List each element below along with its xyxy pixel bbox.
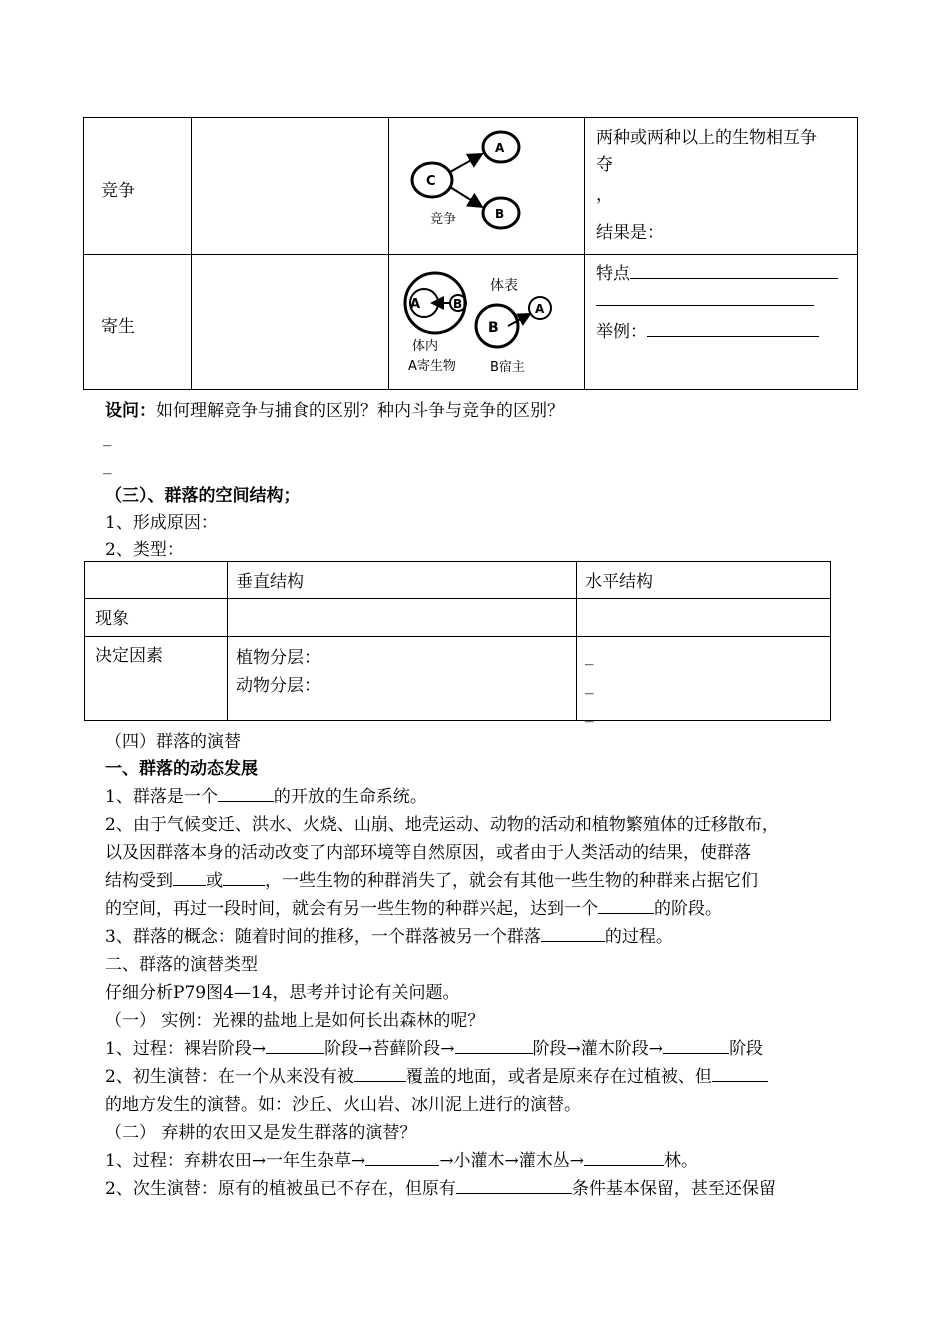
- text: 的空间，再过一段时间，就会有另一些生物的种群兴起，达到一个: [105, 899, 598, 919]
- node-c-label: C: [426, 174, 436, 189]
- para-3: [105, 922, 673, 947]
- secondary-succession: [105, 1174, 776, 1199]
- primary-succession-line1: [105, 1062, 768, 1087]
- text: ，一些生物的种群消失了，就会有其他一些生物的种群来占据它们: [265, 871, 758, 891]
- header-horizontal: 水平结构: [585, 572, 653, 592]
- node-b-label: B: [495, 207, 505, 221]
- animal-layer-label: 动物分层：: [236, 676, 321, 696]
- question: [105, 396, 564, 421]
- label-body-inside: 体内: [412, 339, 439, 354]
- feature-blank[interactable]: [630, 262, 838, 279]
- para-2-line2: 以及因群落本身的活动改变了内部环境等自然原因，或者由于人类活动的结果，使群落: [105, 843, 751, 863]
- label-body-surface: 体表: [490, 278, 518, 294]
- table-divider: [85, 598, 830, 599]
- blank[interactable]: [218, 785, 274, 802]
- text: 阶段: [729, 1039, 764, 1059]
- competition-desc-line3: ，: [596, 185, 613, 205]
- para-2-line3: [105, 866, 758, 891]
- question-text: 如何理解竞争与捕食的区别？种内斗争与竞争的区别？: [156, 401, 564, 421]
- plant-layer-label: 植物分层：: [236, 648, 321, 668]
- example2-title: （二） 弃耕的农田又是发生群落的演替？: [105, 1123, 417, 1143]
- parasitism-feature: [596, 259, 838, 284]
- dash-line: _: [103, 427, 112, 447]
- section4-sub1: 一、群落的动态发展: [105, 759, 258, 779]
- row-label-competition: 竞争: [101, 181, 135, 201]
- blank[interactable]: [365, 1149, 439, 1166]
- example-label: 举例：: [596, 322, 647, 342]
- text: 阶段→苔藓阶段→: [324, 1039, 455, 1059]
- table-divider: [85, 636, 830, 637]
- para-2-line1: 2、由于气候变迁、洪水、火烧、山崩、地壳运动、动物的活动和植物繁殖体的迁移散布，: [105, 815, 779, 835]
- blank[interactable]: [663, 1037, 729, 1054]
- competition-desc-line1: 两种或两种以上的生物相互争: [596, 128, 817, 148]
- text: 条件基本保留，甚至还保留: [571, 1179, 776, 1199]
- header-vertical: 垂直结构: [236, 572, 304, 592]
- blank[interactable]: [455, 1037, 533, 1054]
- text: 2、初生演替：在一个从来没有被: [105, 1067, 354, 1087]
- text: 1、群落是一个: [105, 787, 218, 807]
- para-2-line4: [105, 894, 722, 919]
- example-blank[interactable]: [647, 320, 819, 337]
- blank[interactable]: [173, 869, 206, 886]
- text: 的过程。: [604, 927, 673, 947]
- row-label-phenomenon: 现象: [95, 609, 129, 629]
- section3-item1: 1、形成原因：: [105, 513, 218, 533]
- text: 的开放的生命系统。: [273, 787, 427, 807]
- blank[interactable]: [456, 1177, 572, 1194]
- section4-title: （四）群落的演替: [105, 732, 241, 752]
- text: 1、过程：弃耕农田→一年生杂草→: [105, 1151, 366, 1171]
- parasitism-diagram: [400, 268, 575, 383]
- dash-line: _: [585, 703, 594, 723]
- example1-process: [105, 1034, 763, 1059]
- text: 覆盖的地面，或者是原来存在过植被、但: [405, 1067, 712, 1087]
- table-divider: [84, 254, 857, 255]
- feature-label: 特点: [596, 264, 630, 284]
- table-divider: [227, 562, 228, 720]
- competition-diagram: [400, 125, 570, 240]
- label-parasite: A寄生物: [408, 359, 456, 374]
- text: →小灌木→灌木丛→: [439, 1151, 585, 1171]
- parasite-label-inside: A: [410, 297, 421, 312]
- text: 结构受到: [105, 871, 173, 891]
- blank[interactable]: [584, 1149, 664, 1166]
- text: 林。: [664, 1151, 699, 1171]
- competition-result-label: 结果是：: [596, 223, 664, 243]
- dash-line: _: [103, 455, 112, 475]
- primary-succession-line2: 的地方发生的演替。如：沙丘、火山岩、冰川泥上进行的演替。: [105, 1095, 581, 1115]
- section4-sub2: 二、群落的演替类型: [105, 955, 258, 975]
- dash-line: _: [585, 675, 594, 695]
- blank[interactable]: [712, 1065, 768, 1082]
- text: 1、过程：裸岩阶段→: [105, 1039, 267, 1059]
- text: 或: [206, 871, 223, 891]
- node-a-label: A: [495, 141, 505, 155]
- section3-item2: 2、类型：: [105, 540, 184, 560]
- section3-title: （三）、群落的空间结构；: [105, 486, 301, 506]
- spatial-structure-table: [84, 561, 831, 721]
- example2-process: [105, 1146, 698, 1171]
- competition-caption: 竞争: [430, 212, 457, 227]
- text: 的阶段。: [654, 899, 722, 919]
- example1-title: （一） 实例：光裸的盐地上是如何长出森林的呢？: [105, 1011, 485, 1031]
- para-1: [105, 782, 427, 807]
- row-label-parasitism: 寄生: [101, 317, 135, 337]
- parasite-label-surface: A: [535, 302, 545, 316]
- row-label-factors: 决定因素: [95, 646, 163, 666]
- text: 2、次生演替：原有的植被虽已不存在，但原有: [105, 1179, 456, 1199]
- analysis-line: 仔细分析P79图4—14，思考并讨论有关问题。: [105, 983, 460, 1003]
- host-label-surface: B: [488, 320, 499, 336]
- blank[interactable]: [598, 897, 654, 914]
- host-label-inside: B: [453, 297, 463, 311]
- question-label: 设问：: [105, 401, 156, 421]
- text: 阶段→灌木阶段→: [532, 1039, 664, 1059]
- label-host: B宿主: [490, 360, 525, 375]
- competition-desc-line2: 夺: [596, 155, 613, 175]
- blank[interactable]: [354, 1065, 406, 1082]
- text: 3、群落的概念：随着时间的推移，一个群落被另一个群落: [105, 927, 541, 947]
- blank[interactable]: [223, 869, 265, 886]
- feature-blank-2[interactable]: [596, 289, 814, 306]
- dash-line: _: [585, 646, 594, 666]
- blank[interactable]: [541, 925, 605, 942]
- blank[interactable]: [266, 1037, 324, 1054]
- parasitism-example: [596, 317, 819, 342]
- table-divider: [576, 562, 577, 720]
